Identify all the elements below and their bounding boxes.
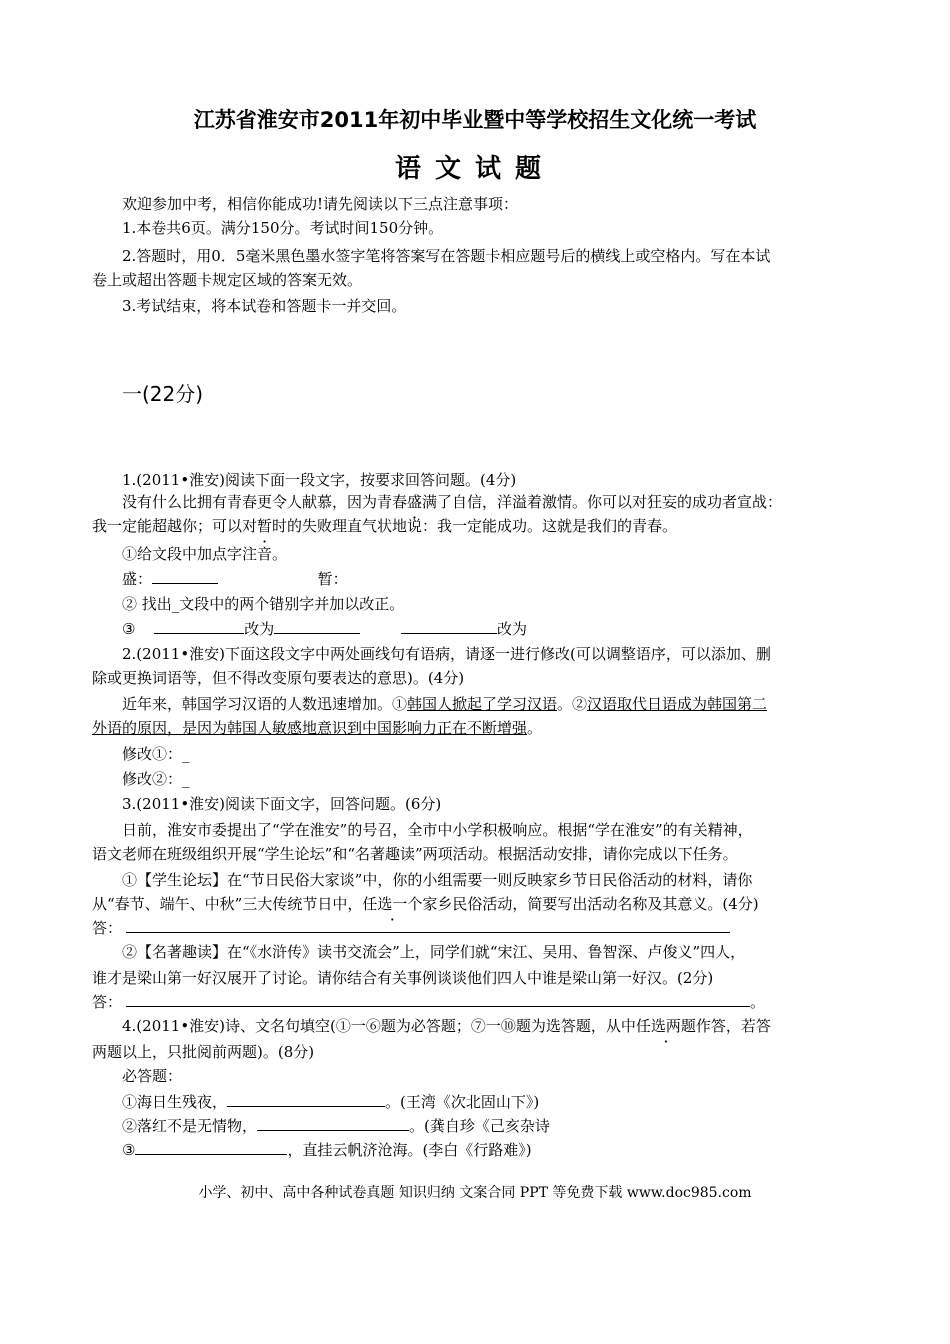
q1-pinyin-label-1: 盛： (122, 570, 153, 588)
q3-answer-row-1 (92, 916, 872, 940)
q4-blank-1[interactable] (227, 1091, 385, 1107)
q1-wrong-char-blank-1[interactable] (154, 618, 244, 634)
q2-stem: 2.(2011•淮安)下面这段文字中两处画线句有语病，请逐一进行修改(可以调整语序，可以添加、删 (122, 645, 771, 663)
q4-line1-pre: ①海日生残夜， (122, 1093, 228, 1111)
q2-fix-1: 修改①：_ (122, 745, 190, 763)
q1-sub3-num: ③ (122, 620, 136, 638)
q2-passage-line1 (122, 692, 902, 716)
q2-underlined-sentence-1: 韩国人掀起了学习汉语 (407, 695, 558, 713)
section-one-heading: 一(22分) (122, 382, 204, 406)
q4-stem-2: 两题以上，只批阅前两题)。(8分) (92, 1043, 315, 1061)
notice-intro: 欢迎参加中考，相信你能成功!请先阅读以下三点注意事项： (122, 195, 519, 213)
page-footer: 小学、初中、高中各种试卷真题 知识归纳 文案合同 PPT 等免费下载 www.doc985.com (198, 1185, 752, 1201)
exam-title: 江苏省淮安市2011年初中毕业暨中等学校招生文化统一考试 (193, 108, 757, 132)
q4-dotted-phrase: 任选两题 (635, 1017, 696, 1035)
q1-sub1: ①给文段中加点字注音。 (122, 545, 288, 563)
q3-task1-line2 (92, 892, 872, 916)
q4-blank-2[interactable] (257, 1115, 409, 1131)
q3-answer-blank-1[interactable] (126, 917, 730, 933)
q1-passage-line2 (92, 514, 872, 538)
q1-wrong-char-blank-2[interactable] (401, 618, 497, 634)
q4-stem-pre: 4.(2011•淮安)诗、文名句填空(①一⑥题为必答题；⑦一⑩题为选答题，从中 (122, 1017, 636, 1035)
q3-stem: 3.(2011•淮安)阅读下面文字，回答问题。(6分) (122, 795, 442, 813)
q1-sub3-row (122, 617, 902, 641)
q4-blank-3[interactable] (135, 1139, 287, 1155)
q2-fix-2: 修改②：_ (122, 770, 190, 788)
q4-line2-post: 。(龚自珍《己亥杂诗 (409, 1117, 550, 1135)
q4-line2-pre: ②落红不是无情物， (122, 1117, 258, 1135)
exam-subtitle: 语文试题 (394, 154, 555, 184)
q1-change-label-1: 改为 (244, 620, 275, 638)
q4-required-label: 必答题： (122, 1067, 183, 1085)
q1-passage-pre: 没有什么比拥有青春更令人献慕，因为青春 (122, 493, 408, 511)
q2-passage-line2 (92, 716, 872, 740)
q1-stem: 1.(2011•淮安)阅读下面一段文字，按要求回答问题。(4分) (122, 471, 517, 489)
q4-line3-post: ，直挂云帆济沧海。(李白《行路难》) (287, 1141, 532, 1159)
q1-pinyin-blank-1[interactable] (152, 568, 218, 584)
q3-passage-line2: 语文老师在班级组织开展“学生论坛”和“名著趣读”两项活动。根据活动安排，请你完成以下任务。 (92, 845, 738, 863)
q2-underlined-sentence-2a: 汉语取代日语成为韩国第二 (587, 695, 768, 713)
q4-stem-post: 作答，若答 (695, 1017, 771, 1035)
q1-passage-line1 (122, 490, 902, 514)
q2-passage-mid: 。② (557, 695, 588, 713)
q4-line-2 (122, 1114, 902, 1138)
q1-passage-post: 满了自信，洋溢着激情。你可以对狂妄的成功者宣战： (422, 493, 783, 511)
q1-passage2-pre: 我一定能超越你；可以对 (92, 517, 258, 535)
q1-correct-char-blank-1[interactable] (274, 618, 360, 634)
q1-pinyin-row (122, 567, 902, 591)
q4-line1-post: 。(王湾《次北固山下》) (385, 1093, 540, 1111)
q3-task1-pre: 从“春节、端午、中秋”三大传统节日中， (92, 895, 363, 913)
q3-answer-label-1: 答： (92, 919, 123, 937)
q1-passage2-post: 时的失败理直气状地说：我一定能成功。这就是我们的青春。 (272, 517, 678, 535)
notice-item-2b: 卷上或超出答题卡规定区域的答案无效。 (92, 271, 363, 289)
q2-underlined-sentence-2b: 外语的原因，是因为韩国人敏感地意识到中国影响力正在不断增强 (92, 719, 528, 737)
notice-item-3: 3.考试结束，将本试卷和答题卡一并交回。 (122, 297, 407, 315)
q3-task2-line2: 谁才是梁山第一好汉展开了讨论。请你结合有关事例谈谈他们四人中谁是梁山第一好汉。(2分) (92, 969, 714, 987)
q2-passage-pre: 近年来，韩国学习汉语的人数迅速增加。① (122, 695, 408, 713)
q3-passage-line1: 日前，淮安市委提出了“学在淮安”的号召，全市中小学积极响应。根据“学在淮安”的有关精神， (122, 821, 753, 839)
notice-item-2a: 2.答题时，用0．5毫米黑色墨水签字笔将答案写在答题卡相应题号后的横线上或空格内。写在本试 (122, 247, 771, 265)
q3-answer-period: 。 (750, 993, 766, 1011)
q4-line3-pre: ③ (122, 1141, 136, 1159)
q1-pinyin-label-2: 暂： (317, 570, 348, 588)
q3-task1-line1: ①【学生论坛】在“节日民俗大家谈”中，你的小组需要一则反映家乡节日民俗活动的材料，请你 (122, 871, 753, 889)
q3-answer-label-2: 答： (92, 993, 123, 1011)
q3-task1-post: 家乡民俗活动，简要写出活动名称及其意义。(4分) (422, 895, 759, 913)
q2-stem-2: 除或更换词语等，但不得改变原句要表达的意思)。(4分) (92, 669, 465, 687)
q1-sub2: ② 找出_文段中的两个错别字并加以改正。 (122, 595, 405, 613)
q1-dotted-char-2: 暂 (257, 517, 273, 535)
q3-answer-blank-2[interactable] (126, 991, 750, 1007)
notice-item-1: 1.本卷共6页。满分150分。考试时间150分钟。 (122, 219, 444, 237)
q4-stem (122, 1014, 902, 1038)
q4-line-3 (122, 1138, 902, 1162)
q1-dotted-char-1: 盛 (407, 493, 423, 511)
q1-change-label-2: 改为 (497, 620, 528, 638)
q3-answer-row-2 (92, 990, 872, 1014)
q4-line-1 (122, 1090, 902, 1114)
q3-dotted-phrase: 任选一个 (362, 895, 423, 913)
q2-passage-end: 。 (527, 719, 543, 737)
q3-task2-line1: ②【名著趣读】在“《水浒传》读书交流会”上，同学们就“宋江、吴用、鲁智深、卢俊义”四人， (122, 943, 746, 961)
